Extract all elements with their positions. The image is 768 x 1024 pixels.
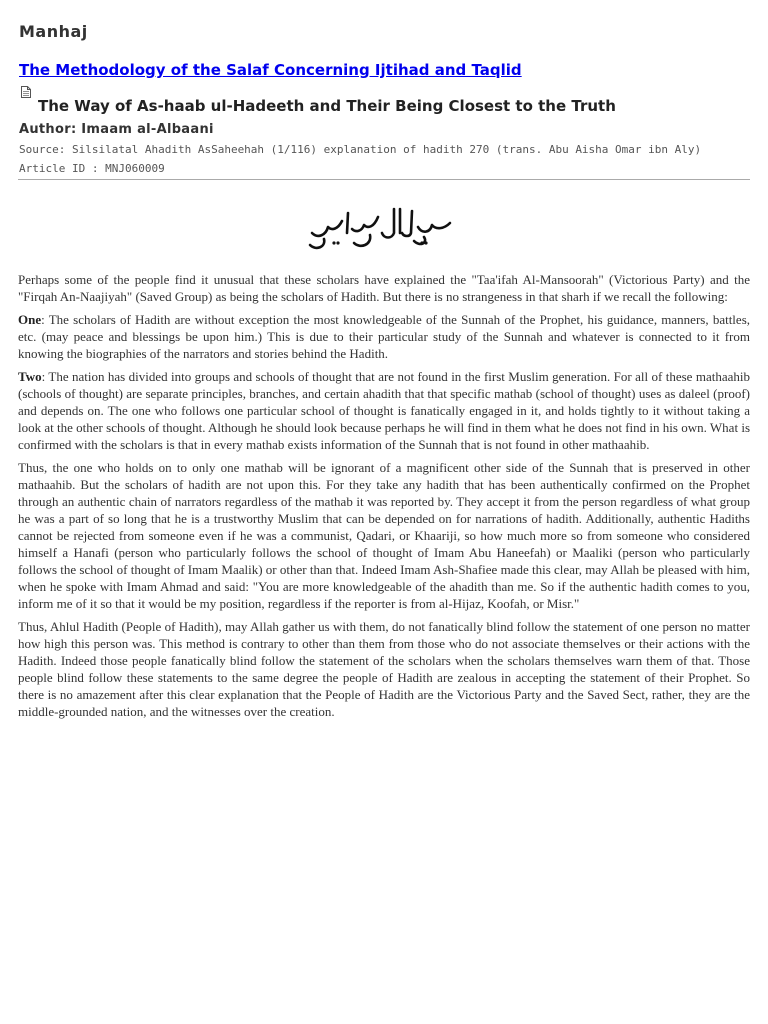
paragraph-one	[18, 311, 750, 362]
series-title-link[interactable]: The Methodology of the Salaf Concerning Ijtihad and Taqlid	[19, 61, 522, 79]
article-id-value: MNJ060009	[105, 162, 165, 175]
article-body	[18, 271, 750, 726]
paragraph-two-label: Two	[18, 369, 42, 384]
category-heading: Manhaj	[19, 22, 88, 41]
article-id-line	[19, 162, 165, 175]
paragraph-intro: Perhaps some of the people find it unusual that these scholars have explained the "Taa'ifah Al-Mansoorah" (Victorious Party) and the "Firqah An-Naajiyah" (Saved Group) as being the scholars of Hadith. But there is no strangeness in that sharh if we recall the following:	[18, 272, 750, 304]
article-id-separator: :	[85, 162, 106, 175]
bismillah-calligraphy	[304, 203, 456, 255]
source-text: Silsilatal Ahadith AsSaheehah (1/116) explanation of hadith 270 (trans. Abu Aisha Omar ibn Aly)	[72, 143, 702, 156]
source-line	[19, 143, 701, 156]
author-label: Author	[19, 122, 71, 137]
paragraph-one-text: : The scholars of Hadith are without exception the most knowledgeable of the Sunnah of the Prophet, his guidance, manners, battles, etc. (may peace and blessings be upon him.) This is due to their particular study of the Sunnah and whatever is connected to it from knowing the biographies of the narrators and stories behind the Hadith.	[18, 312, 750, 361]
author-separator: :	[70, 122, 82, 137]
paragraph-one-label: One	[18, 312, 42, 327]
article-id-label: Article ID	[19, 162, 86, 175]
document-icon	[21, 86, 31, 98]
author-line	[19, 122, 214, 137]
source-separator: :	[58, 143, 72, 156]
header-divider	[18, 179, 750, 180]
author-name: Imaam al-Albaani	[81, 122, 214, 137]
source-label: Source	[19, 143, 59, 156]
paragraph-thus-mathab: Thus, the one who holds on to only one mathab will be ignorant of a magnificent other side of the Sunnah that is preserved in other mathaahib. But the scholars of hadith are not upon this. For they take any hadith that has been authentically confirmed on the Prophet through an authentic chain of narrators regardless of the mathab it was reported by. They accept it from the person regardless of what group he was a part of so long that he is a trustworthy Muslim that can be depended on for narrations of hadith. Additionally, authentic Hadiths cannot be rejected from someone even if he was a communist, Qadari, or Khaariji, so how much more so from someone who considered himself a Hanafi (person who particularly follows the school of thought of Imam Abu Haneefah) or Maaliki (person who particularly follows the school of thought of Imam Maalik) or other than that. Indeed Imam Ash-Shafiee made this clear, may Allah be pleased with him, when he spoke with Imam Ahmad and said: "You are more knowledgeable of the ahadith than me. So if the authentic hadith comes to you, inform me of it so that it would be my position, regardless if the reporter is from al-Hijaz, Koofah, or Misr."	[18, 460, 750, 611]
paragraph-thus-ahlul-hadith: Thus, Ahlul Hadith (People of Hadith), may Allah gather us with them, do not fanatically blind follow the statement of one person no matter how high this person was. This method is contrary to other than them from those who do not associate themselves or their actions with the Hadith. Indeed those people fanatically blind follow the statement of the scholars when the scholars themselves warn them of that. Those people blind follow these statements to the same degree the people of Hadith are zealous in accepting the statement of their Prophet. So there is no amazement after this clear explanation that the People of Hadith are the Victorious Party and the Saved Sect, rather, they are the middle-grounded nation, and the witnesses over the creation.	[18, 619, 750, 719]
paragraph-two-text: : The nation has divided into groups and schools of thought that are not found in the first Muslim generation. For all of these mathaahib (schools of thought) are separate principles, branches, and certain ahadith that that specific mathab (school of thought) uses as daleel (proof) and depends on. The one who follows one particular school of thought is fanatically engaged in it, and holds tightly to it without taking a look at the other schools of thought. Although he should look because perhaps he will find in them what he does not find in his own. What is confirmed with the scholars is that in every mathab exists information of the Sunnah that is not found in other mathaahib.	[18, 369, 750, 452]
article-title: The Way of As-haab ul-Hadeeth and Their Being Closest to the Truth	[38, 97, 616, 115]
paragraph-two	[18, 368, 750, 453]
